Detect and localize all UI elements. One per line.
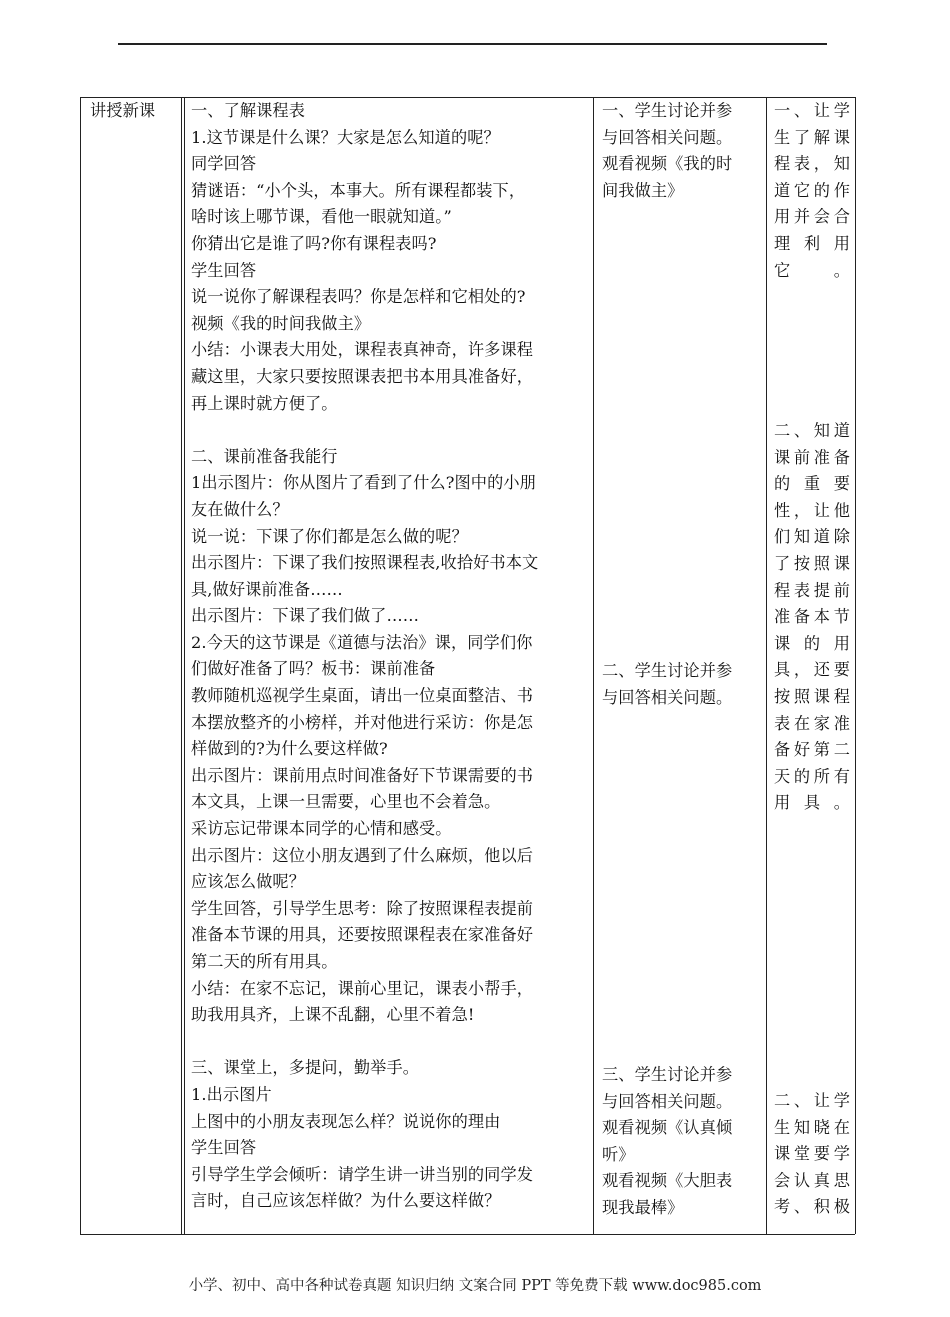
design-intent-3	[774, 1088, 850, 1221]
teaching-line: 准备本节课的用具，还要按照课程表在家准备好	[191, 925, 534, 945]
teaching-content-cell	[191, 98, 593, 1215]
design-intent-line: 备好第二	[774, 740, 850, 760]
teaching-line	[191, 417, 593, 444]
teaching-line: 1.这节课是什么课？大家是怎么知道的呢？	[191, 127, 500, 147]
teaching-line: 应该怎么做呢？	[191, 872, 306, 892]
teaching-line: 言时，自己应该怎样做？为什么要这样做？	[191, 1191, 501, 1211]
design-intent-line: 道它的作	[774, 180, 850, 200]
teaching-line: 学生回答	[191, 1138, 257, 1158]
teaching-line: 1出示图片：你从图片了看到了什么?图中的小朋	[191, 473, 536, 493]
teaching-line: 你猜出它是谁了吗?你有课程表吗?	[191, 233, 437, 253]
table-border-right	[855, 97, 856, 1234]
teaching-line: 视频《我的时间我做主》	[191, 313, 371, 333]
teaching-line: 学生回答，引导学生思考：除了按照课程表提前	[191, 898, 534, 918]
design-intent-line: 考、积极	[774, 1197, 850, 1217]
student-activity-line: 与回答相关问题。	[602, 127, 733, 147]
teaching-line: 猜谜语：“小个头，本事大。所有课程都装下，	[191, 180, 526, 200]
student-activity-line: 一、学生讨论并参	[602, 101, 733, 120]
section-label: 讲授新课	[90, 101, 156, 120]
design-intent-line: 课堂要学	[774, 1144, 850, 1164]
teaching-line: 二、课前准备我能行	[191, 446, 338, 466]
column-divider-2	[593, 97, 594, 1234]
design-intent-line: 生了解课	[774, 127, 850, 147]
design-intent-line: 性，让他	[774, 500, 850, 520]
student-activity-line: 现我最棒》	[602, 1197, 684, 1217]
teaching-line: 友在做什么？	[191, 499, 289, 519]
lesson-table	[80, 97, 855, 1234]
student-activity-line: 观看视频《认真倾	[602, 1118, 733, 1138]
student-activity-line: 观看视频《大胆表	[602, 1171, 733, 1191]
teaching-line: 藏这里，大家只要按照课表把书本用具准备好，	[191, 366, 534, 386]
teaching-line: 采访忘记带课本同学的心情和感受。	[191, 819, 452, 839]
teaching-line: 本文具，上课一旦需要，心里也不会着急。	[191, 792, 501, 812]
teaching-line: 出示图片：这位小朋友遇到了什么麻烦，他以后	[191, 845, 534, 865]
section-label-cell	[90, 98, 155, 125]
teaching-line: 具,做好课前准备……	[191, 579, 343, 599]
student-activity-line: 与回答相关问题。	[602, 687, 733, 707]
teaching-line: 出示图片：下课了我们做了……	[191, 606, 420, 626]
teaching-line: 出示图片：下课了我们按照课程表,收拾好书本文	[191, 553, 539, 573]
design-intent-2	[774, 418, 850, 817]
design-intent-line: 它。	[774, 260, 850, 280]
table-border-left	[80, 97, 81, 1234]
teaching-line: 学生回答	[191, 260, 257, 280]
design-intent-line: 具，还要	[774, 660, 850, 680]
student-activity-3	[602, 1062, 762, 1222]
column-divider-3	[766, 97, 767, 1234]
header-rule	[118, 43, 827, 45]
design-intent-line: 课的用	[774, 633, 850, 653]
table-bottom-border	[80, 1234, 855, 1235]
design-intent-line: 程表，知	[774, 154, 850, 174]
teaching-line: 同学回答	[191, 154, 257, 174]
student-activity-line: 与回答相关问题。	[602, 1091, 733, 1111]
design-intent-line: 表在家准	[774, 713, 850, 733]
design-intent-line: 二、知道	[774, 421, 850, 440]
teaching-line: 本摆放整齐的小榜样，并对他进行采访：你是怎	[191, 712, 534, 732]
column-divider-1b	[184, 97, 185, 1234]
teaching-line: 说一说：下课了你们都是怎么做的呢？	[191, 526, 468, 546]
student-activity-line: 观看视频《我的时	[602, 154, 733, 174]
page-footer: 小学、初中、高中各种试卷真题 知识归纳 文案合同 PPT 等免费下载 www.doc985.com	[188, 1278, 762, 1294]
teaching-line: 样做到的?为什么要这样做?	[191, 739, 388, 759]
teaching-line: 们做好准备了吗？板书：课前准备	[191, 659, 436, 679]
design-intent-line: 了按照课	[774, 553, 850, 573]
design-intent-line: 天的所有	[774, 766, 850, 786]
teaching-line: 说一说你了解课程表吗？你是怎样和它相处的?	[191, 287, 526, 307]
teaching-line	[191, 1029, 593, 1056]
design-intent-line: 一、让学	[774, 101, 850, 120]
teaching-line: 教师随机巡视学生桌面，请出一位桌面整洁、书	[191, 686, 534, 706]
teaching-line: 1.出示图片	[191, 1084, 272, 1104]
design-intent-line: 准备本节	[774, 607, 850, 627]
design-intent-1	[774, 98, 850, 284]
teaching-line: 小结：小课表大用处，课程表真神奇，许多课程	[191, 340, 534, 360]
teaching-line: 啥时该上哪节课，看他一眼就知道。”	[191, 207, 452, 227]
design-intent-line: 课前准备	[774, 447, 850, 467]
design-intent-line: 二、让学	[774, 1091, 850, 1110]
student-activity-line: 听》	[602, 1144, 635, 1164]
student-activity-line: 二、学生讨论并参	[602, 661, 733, 680]
design-intent-line: 用具。	[774, 793, 850, 813]
teaching-line: 上图中的小朋友表现怎么样？说说你的理由	[191, 1111, 501, 1131]
column-divider-1	[181, 97, 182, 1234]
student-activity-line: 三、学生讨论并参	[602, 1065, 733, 1084]
student-activity-line: 间我做主》	[602, 180, 684, 200]
teaching-line: 再上课时就方便了。	[191, 393, 338, 413]
student-activity-2	[602, 658, 762, 711]
design-intent-line: 们知道除	[774, 527, 850, 547]
design-intent-line: 用并会合	[774, 207, 850, 227]
design-intent-line: 按照课程	[774, 686, 850, 706]
teaching-line: 小结：在家不忘记，课前心里记，课表小帮手，	[191, 978, 534, 998]
design-intent-line: 的重要	[774, 474, 850, 494]
teaching-line: 助我用具齐，上课不乱翻，心里不着急!	[191, 1005, 475, 1025]
design-intent-line: 生知晓在	[774, 1117, 850, 1137]
teaching-line: 引导学生学会倾听：请学生讲一讲当别的同学发	[191, 1164, 534, 1184]
design-intent-line: 会认真思	[774, 1170, 850, 1190]
teaching-line: 出示图片：课前用点时间准备好下节课需要的书	[191, 765, 534, 785]
teaching-line: 三、课堂上，多提问，勤举手。	[191, 1058, 420, 1078]
teaching-line: 第二天的所有用具。	[191, 952, 338, 971]
design-intent-line: 理利用	[774, 233, 850, 253]
teaching-line: 2.今天的这节课是《道德与法治》课，同学们你	[191, 632, 533, 652]
design-intent-line: 程表提前	[774, 580, 850, 600]
student-activity-1	[602, 98, 762, 204]
teaching-line: 一、了解课程表	[191, 101, 306, 120]
